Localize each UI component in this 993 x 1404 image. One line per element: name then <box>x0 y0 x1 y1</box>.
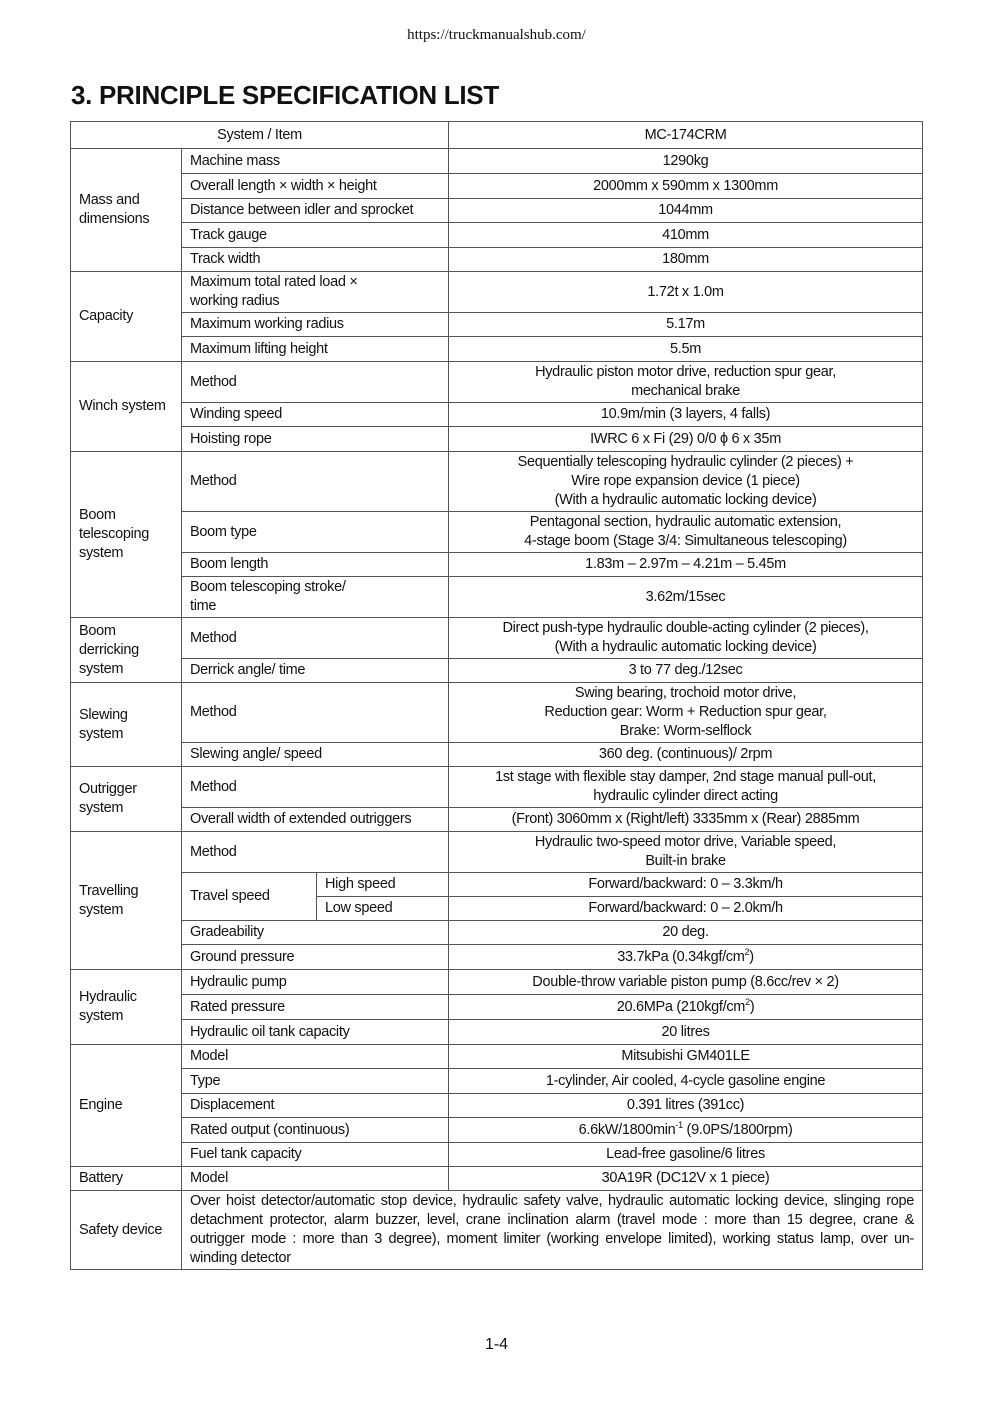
item-value: 360 deg. (continuous)/ 2rpm <box>449 743 923 767</box>
table-row <box>71 873 923 897</box>
value-tail: (9.0PS/1800rpm) <box>682 1121 793 1138</box>
item-label: Method <box>182 618 449 659</box>
item-label: Hydraulic pump <box>182 970 449 995</box>
value-tail: ) <box>749 998 755 1015</box>
value-line: Hydraulic piston motor drive, reduction spur gear, <box>535 364 836 380</box>
item-value: Double-throw variable piston pump (8.6cc/rev × 2) <box>449 970 923 995</box>
value-line: Hydraulic two-speed motor drive, Variable speed, <box>534 834 837 850</box>
item-value: 0.391 litres (391cc) <box>449 1094 923 1118</box>
item-value: 3.62m/15sec <box>449 577 923 618</box>
table-row <box>71 659 923 683</box>
value-line: hydraulic cylinder direct acting <box>593 788 778 804</box>
item-label: Track width <box>182 248 449 272</box>
item-value: 1.83m – 2.97m – 4.21m – 5.45m <box>449 553 923 577</box>
item-sublabel: High speed <box>317 873 449 897</box>
value-line: mechanical brake <box>631 383 740 399</box>
item-label: Model <box>182 1167 449 1191</box>
table-row <box>71 970 923 995</box>
group-boom-telescoping <box>71 452 182 618</box>
item-value: 2000mm x 590mm x 1300mm <box>449 174 923 199</box>
value-line: Built-in brake <box>645 853 726 869</box>
table-row <box>71 272 923 313</box>
value-line: 1st stage with flexible stay damper, 2nd stage manual pull-out, <box>495 769 876 785</box>
group-line: Slewing <box>79 706 128 723</box>
group-outrigger-system <box>71 767 182 832</box>
group-boom-derricking <box>71 618 182 683</box>
table-row <box>71 313 923 337</box>
group-engine: Engine <box>71 1045 182 1167</box>
item-label: Rated output (continuous) <box>182 1118 449 1143</box>
item-sublabel: Low speed <box>317 897 449 921</box>
group-line: Boom <box>79 507 116 523</box>
group-mass-dimensions <box>71 149 182 272</box>
item-label: Overall width of extended outriggers <box>182 808 449 832</box>
table-row <box>71 1020 923 1045</box>
item-value <box>449 362 923 403</box>
item-value <box>449 945 923 970</box>
item-label: Maximum lifting height <box>182 337 449 362</box>
group-line: system <box>79 660 124 677</box>
value-line: (With a hydraulic automatic locking device) <box>554 492 817 508</box>
group-travelling-system <box>71 832 182 970</box>
value-line: Pentagonal section, hydraulic automatic extension, <box>529 514 842 530</box>
page-number: 1-4 <box>484 1336 509 1353</box>
item-value: 1.72t x 1.0m <box>449 272 923 313</box>
item-label-travel-speed: Travel speed <box>182 873 317 921</box>
table-row <box>71 921 923 945</box>
page-title: 3. PRINCIPLE SPECIFICATION LIST <box>71 80 499 110</box>
group-safety-device: Safety device <box>71 1191 182 1270</box>
group-line: system <box>79 545 124 561</box>
table-row <box>71 683 923 743</box>
item-value: 10.9m/min (3 layers, 4 falls) <box>449 403 923 427</box>
value-line: Swing bearing, trochoid motor drive, <box>574 685 797 701</box>
item-value <box>449 683 923 743</box>
value-superscript: 2 <box>745 996 750 1007</box>
item-value: 410mm <box>449 223 923 248</box>
item-label: Derrick angle/ time <box>182 659 449 683</box>
item-label: Maximum working radius <box>182 313 449 337</box>
group-label: Mass and dimensions <box>79 192 150 227</box>
item-label: Boom length <box>182 553 449 577</box>
item-label: Track gauge <box>182 223 449 248</box>
item-value <box>449 767 923 808</box>
table-row <box>71 248 923 272</box>
table-row <box>71 362 923 403</box>
table-row <box>71 1045 923 1069</box>
group-line: derricking <box>79 641 139 658</box>
item-label <box>182 272 449 313</box>
item-value <box>449 1118 923 1143</box>
group-winch-system: Winch system <box>71 362 182 452</box>
item-label: Boom type <box>182 512 449 553</box>
item-label: Overall length × width × height <box>182 174 449 199</box>
table-row <box>71 149 923 174</box>
item-value: Forward/backward: 0 – 2.0km/h <box>449 897 923 921</box>
table-row <box>71 403 923 427</box>
item-label: Method <box>182 362 449 403</box>
group-line: system <box>79 800 124 816</box>
table-row <box>71 174 923 199</box>
item-value: 5.5m <box>449 337 923 362</box>
item-value: 1-cylinder, Air cooled, 4-cycle gasoline engine <box>449 1069 923 1094</box>
table-row <box>71 945 923 970</box>
group-capacity: Capacity <box>71 272 182 362</box>
table-row <box>71 223 923 248</box>
table-row <box>71 553 923 577</box>
table-row <box>71 512 923 553</box>
item-value: Forward/backward: 0 – 3.3km/h <box>449 873 923 897</box>
item-value: 1290kg <box>449 149 923 174</box>
group-line: telescoping <box>79 526 150 542</box>
value-line: Brake: Worm-selflock <box>619 723 752 739</box>
group-line: system <box>79 725 124 742</box>
table-row <box>71 1143 923 1167</box>
item-label: Fuel tank capacity <box>182 1143 449 1167</box>
table-row <box>71 1167 923 1191</box>
group-line: Travelling <box>79 882 139 899</box>
item-value: 5.17m <box>449 313 923 337</box>
item-label: Method <box>182 683 449 743</box>
specification-table <box>70 121 923 1270</box>
group-slewing-system <box>71 683 182 767</box>
item-value: IWRC 6 x Fi (29) 0/0 ϕ 6 x 35m <box>449 427 923 452</box>
table-row <box>71 337 923 362</box>
value-main: 20.6MPa (210kgf/cm <box>616 998 746 1015</box>
item-value: 20 litres <box>449 1020 923 1045</box>
item-label: Hoisting rope <box>182 427 449 452</box>
table-row <box>71 452 923 512</box>
table-row <box>71 995 923 1020</box>
group-line: system <box>79 1008 124 1024</box>
value-line: Wire rope expansion device (1 piece) <box>571 473 800 489</box>
group-line: Boom <box>79 622 116 639</box>
item-value <box>449 512 923 553</box>
value-superscript: -1 <box>675 1119 683 1130</box>
item-label: Machine mass <box>182 149 449 174</box>
value-line: Direct push-type hydraulic double-acting cylinder (2 pieces), <box>502 620 869 636</box>
group-battery: Battery <box>71 1167 182 1191</box>
item-label: Distance between idler and sprocket <box>182 199 449 223</box>
item-label: Method <box>182 832 449 873</box>
value-line: (With a hydraulic automatic locking device) <box>554 639 817 655</box>
value-line: 4-stage boom (Stage 3/4: Simultaneous telescoping) <box>524 533 847 549</box>
item-value: 30A19R (DC12V x 1 piece) <box>449 1167 923 1191</box>
item-line: Boom telescoping stroke/ <box>190 579 346 595</box>
table-row <box>71 1069 923 1094</box>
group-hydraulic-system <box>71 970 182 1045</box>
safety-device-description: Over hoist detector/automatic stop device, hydraulic safety valve, hydraulic automatic locking device, slinging rope detachment protector, alarm buzzer, level, crane inclination alarm (travel mode : more than 15 degree, crane & outrigger mode : more than 3 degree), moment limiter (working envelope limited), working status lamp, over un-winding detector <box>182 1191 923 1270</box>
item-value: 1044mm <box>449 199 923 223</box>
table-row <box>71 1191 923 1270</box>
item-value <box>449 452 923 512</box>
item-label: Gradeability <box>182 921 449 945</box>
value-superscript: 2 <box>744 946 750 957</box>
item-label: Method <box>182 767 449 808</box>
table-row <box>71 808 923 832</box>
item-value: 180mm <box>449 248 923 272</box>
table-header-row <box>71 122 923 149</box>
value-tail: ) <box>749 948 754 965</box>
table-row <box>71 427 923 452</box>
group-line: Outrigger <box>79 781 137 797</box>
item-value <box>449 618 923 659</box>
table-row <box>71 577 923 618</box>
header-url[interactable]: https://truckmanualshub.com/ <box>407 27 586 43</box>
value-line: Sequentially telescoping hydraulic cylinder (2 pieces) + <box>517 454 854 470</box>
item-line: Maximum total rated load × <box>190 274 358 290</box>
item-label: Type <box>182 1069 449 1094</box>
item-value: 3 to 77 deg./12sec <box>449 659 923 683</box>
table-row <box>71 1094 923 1118</box>
item-label: Ground pressure <box>182 945 449 970</box>
item-value <box>449 832 923 873</box>
item-value: Lead-free gasoline/6 litres <box>449 1143 923 1167</box>
item-line: time <box>190 598 217 614</box>
header-system-item: System / Item <box>71 122 449 149</box>
table-row <box>71 832 923 873</box>
item-value: 20 deg. <box>449 921 923 945</box>
table-row <box>71 199 923 223</box>
value-main: 33.7kPa (0.34kgf/cm <box>617 948 745 965</box>
item-label: Model <box>182 1045 449 1069</box>
header-model: MC-174CRM <box>449 122 923 149</box>
item-value: (Front) 3060mm x (Right/left) 3335mm x (Rear) 2885mm <box>449 808 923 832</box>
item-value <box>449 995 923 1020</box>
table-row <box>71 743 923 767</box>
group-line: system <box>79 901 124 918</box>
item-line: working radius <box>190 293 280 309</box>
table-row <box>71 1118 923 1143</box>
item-label: Method <box>182 452 449 512</box>
table-row <box>71 767 923 808</box>
value-main: 6.6kW/1800min <box>578 1121 676 1138</box>
item-label: Rated pressure <box>182 995 449 1020</box>
item-label <box>182 577 449 618</box>
item-label: Hydraulic oil tank capacity <box>182 1020 449 1045</box>
item-label: Displacement <box>182 1094 449 1118</box>
table-row <box>71 618 923 659</box>
value-line: Reduction gear: Worm + Reduction spur gear, <box>544 704 827 720</box>
group-line: Hydraulic <box>79 989 137 1005</box>
item-label: Slewing angle/ speed <box>182 743 449 767</box>
item-label: Winding speed <box>182 403 449 427</box>
item-value: Mitsubishi GM401LE <box>449 1045 923 1069</box>
